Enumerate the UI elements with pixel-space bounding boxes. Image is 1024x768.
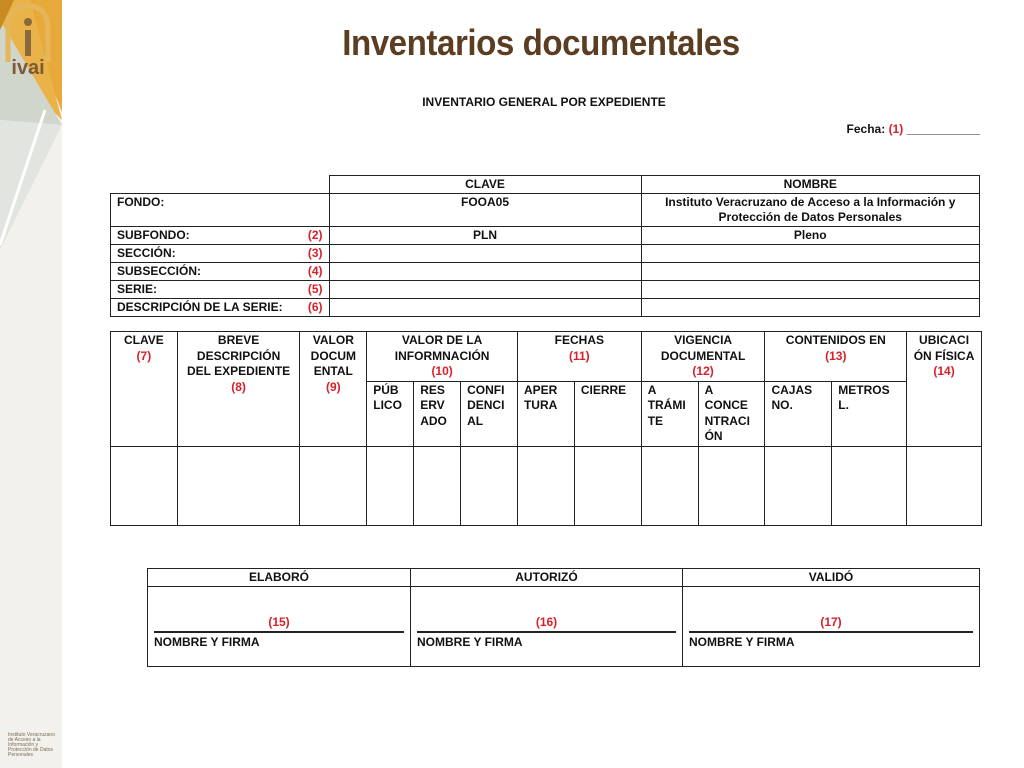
elaboro-header: ELABORÓ [148,569,411,587]
decorative-sidebar [0,0,62,768]
sub-cierre: CIERRE [574,381,641,446]
table-row: DESCRIPCIÓN DE LA SERIE: (6) [111,299,980,317]
fecha-field [847,122,980,136]
sidebar-shapes [0,0,62,768]
table-row: SERIE: (5) [111,281,980,299]
col-clave-header: CLAVE (7) [111,332,178,447]
elaboro-signature: (15) NOMBRE Y FIRMA [148,587,411,667]
col-clave: CLAVE [329,176,641,194]
svg-text:ivai: ivai [11,57,45,79]
autorizo-signature: (16) NOMBRE Y FIRMA [411,587,683,667]
table-row [111,446,982,525]
autorizo-header: AUTORIZÓ [411,569,683,587]
col-breve-header: BREVE DESCRIPCIÓN DEL EXPEDIENTE (8) [177,332,300,447]
sub-confidencial: CONFI DENCI AL [461,381,518,446]
header-table [110,175,980,317]
table-row: SUBFONDO: (2) PLN Pleno [111,227,980,245]
col-ubicacion-header: UBICACI ÓN FÍSICA (14) [907,332,982,447]
table-row: FONDO: FOOA05 Instituto Veracruzano de Acceso a la Información y Protección de Datos Personales [111,194,980,227]
sub-concentracion: A CONCE NTRACI ÓN [698,381,765,446]
fecha-ref: (1) [888,122,904,136]
signatures-table [147,568,980,667]
sub-apertura: APER TURA [517,381,574,446]
signature-line [689,631,973,633]
col-valor-informacion-header: VALOR DE LA INFORMNACIÓN (10) [367,332,518,382]
col-contenidos-header: CONTENIDOS EN (13) [765,332,907,382]
fecha-label: Fecha: [846,122,886,136]
document-subtitle: INVENTARIO GENERAL POR EXPEDIENTE [422,95,666,109]
col-valor-documental-header: VALOR DOCUM ENTAL (9) [300,332,367,447]
col-vigencia-header: VIGENCIA DOCUMENTAL (12) [641,332,765,382]
page-title: Inventarios documentales [342,22,740,63]
valido-header: VALIDÓ [683,569,980,587]
col-fechas-header: FECHAS (11) [517,332,641,382]
table-row: SECCIÓN: (3) [111,245,980,263]
sub-tramite: A TRÁMI TE [641,381,698,446]
sub-reservado: RES ERV ADO [414,381,461,446]
table-row: SUBSECCIÓN: (4) [111,263,980,281]
signature-line [417,631,676,633]
signature-line [154,631,404,633]
fecha-line: ___________ [906,122,980,136]
valido-signature: (17) NOMBRE Y FIRMA [683,587,980,667]
sub-cajas: CAJAS NO. [765,381,832,446]
sub-publico: PÚB LICO [367,381,414,446]
logo-caption: Instituto Veracruzano de Acceso a la Información y Protección de Datos Personales [8,732,55,758]
inventory-table [110,331,982,526]
sub-metros: METROS L. [832,381,907,446]
col-nombre: NOMBRE [641,176,980,194]
